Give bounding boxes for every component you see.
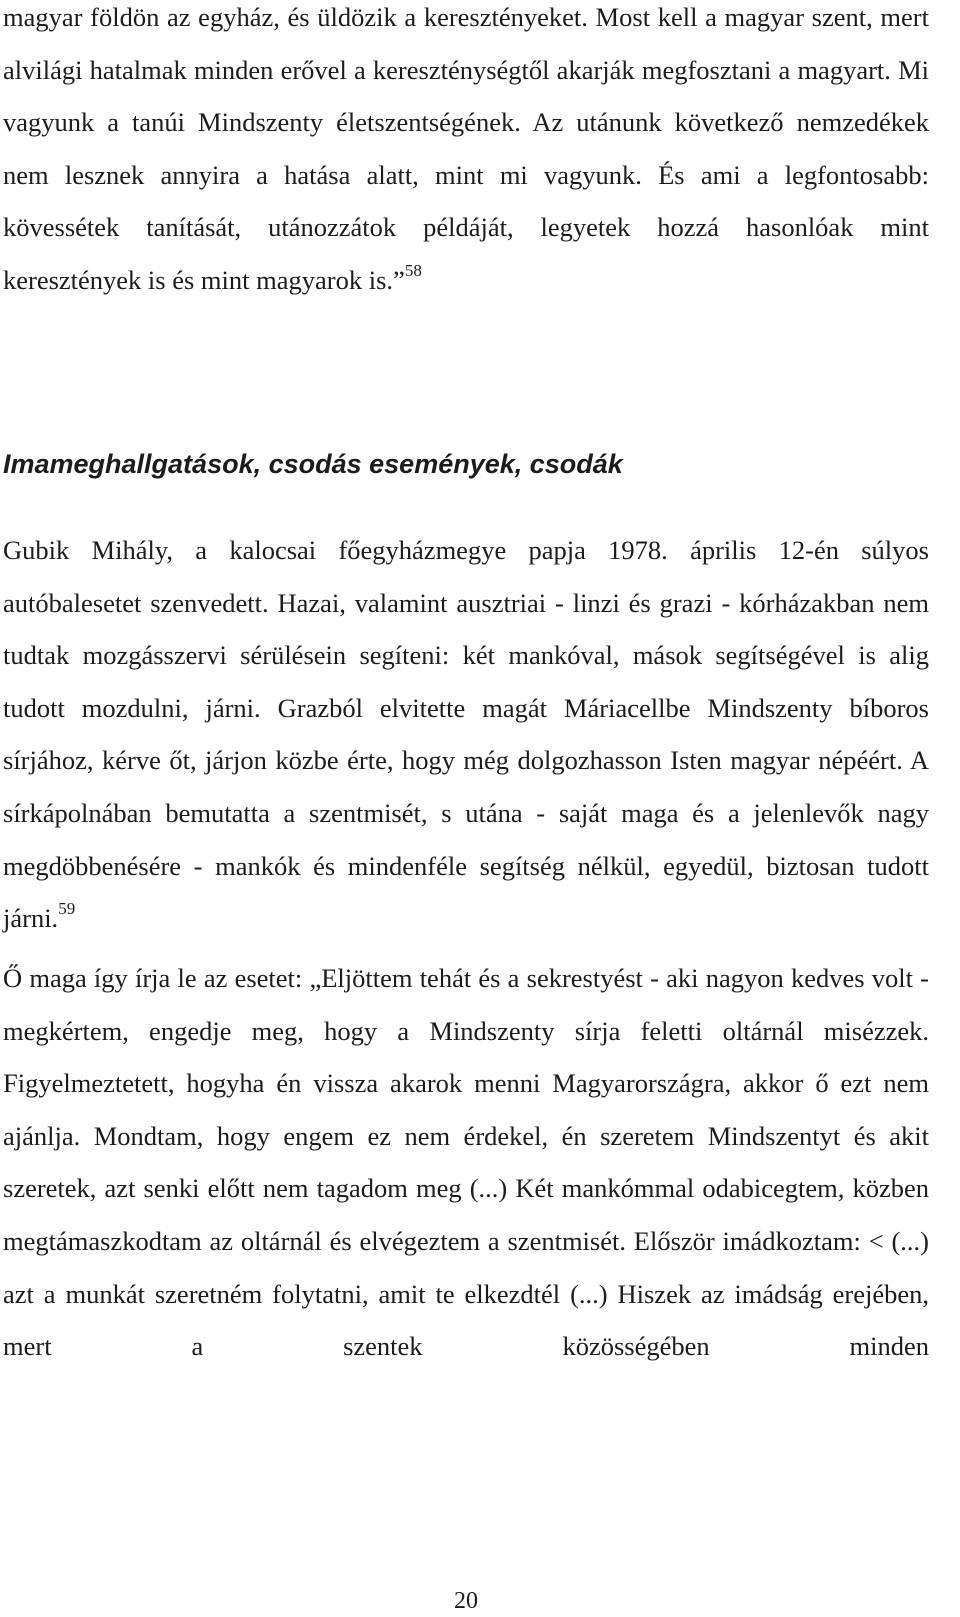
page-number: 20: [454, 1588, 478, 1614]
paragraph-text: magyar földön az egyház, és üldözik a keresztényeket. Most kell a magyar szent, mert alvilági hatalmak minden erővel a kereszténységtől akarják megfosztani a magyart. Mi vagyunk a tanúi Mindszenty életszentségének. Az utánunk következő nemzedékek nem lesznek annyira a hatása alatt, mint mi vagyunk. És ami a legfontosabb: kövessétek tanítását, utánozzátok példáját, legyetek hozzá hasonlóak mint keresztények is és mint magyarok is.: [3, 2, 929, 295]
footnote-marker: 58: [404, 261, 422, 281]
section-heading: Imameghallgatások, csodás események, csodák: [3, 449, 623, 479]
opening-quote: „: [309, 963, 322, 993]
paragraph: [3, 524, 929, 945]
closing-quote: ”: [393, 264, 405, 295]
paragraph: [3, 952, 929, 1373]
paragraph-text: Gubik Mihály, a kalocsai főegyházmegye papja 1978. április 12-én súlyos autóbalesetet szenvedett. Hazai, valamint ausztriai - linzi és grazi - kórházakban nem tudtak mozgásszervi sérülésein segíteni: két mankóval, mások segítségével is alig tudott mozdulni, járni. Grazból elvitette magát Máriacellbe Mindszenty bíboros sírjához, kérve őt, járjon közbe érte, hogy még dolgozhasson Isten magyar népéért. A sírkápolnában bemutatta a szentmisét, s utána - saját maga és a jelenlevők nagy megdöbbenésére - mankók és mindenféle segítség nélkül, egyedül, biztosan tudott járni.: [3, 535, 929, 934]
paragraph-lead: Ő maga így írja le az esetet:: [3, 963, 310, 993]
footnote-marker: 59: [58, 899, 76, 919]
paragraph: [3, 0, 929, 307]
quoted-text: Eljöttem tehát és a sekrestyést - aki nagyon kedves volt - megkértem, engedje meg, hogy a Mindszenty sírja feletti oltárnál misézzek. Figyelmeztetett, hogyha én vissza akarok menni Magyarországra, akkor ő ezt nem ajánlja. Mondtam, hogy engem ez nem érdekel, én szeretem Mindszentyt és akit szeretek, azt senki előtt nem tagadom meg (...) Két mankómmal odabicegtem, közben megtámaszkodtam az oltárnál és elvégeztem a szentmisét. Először imádkoztam: < (...) azt a munkát szeretném folytatni, amit te elkezdtél (...) Hiszek az imádság erejében, mert a szentek közösségében minden: [3, 963, 929, 1362]
